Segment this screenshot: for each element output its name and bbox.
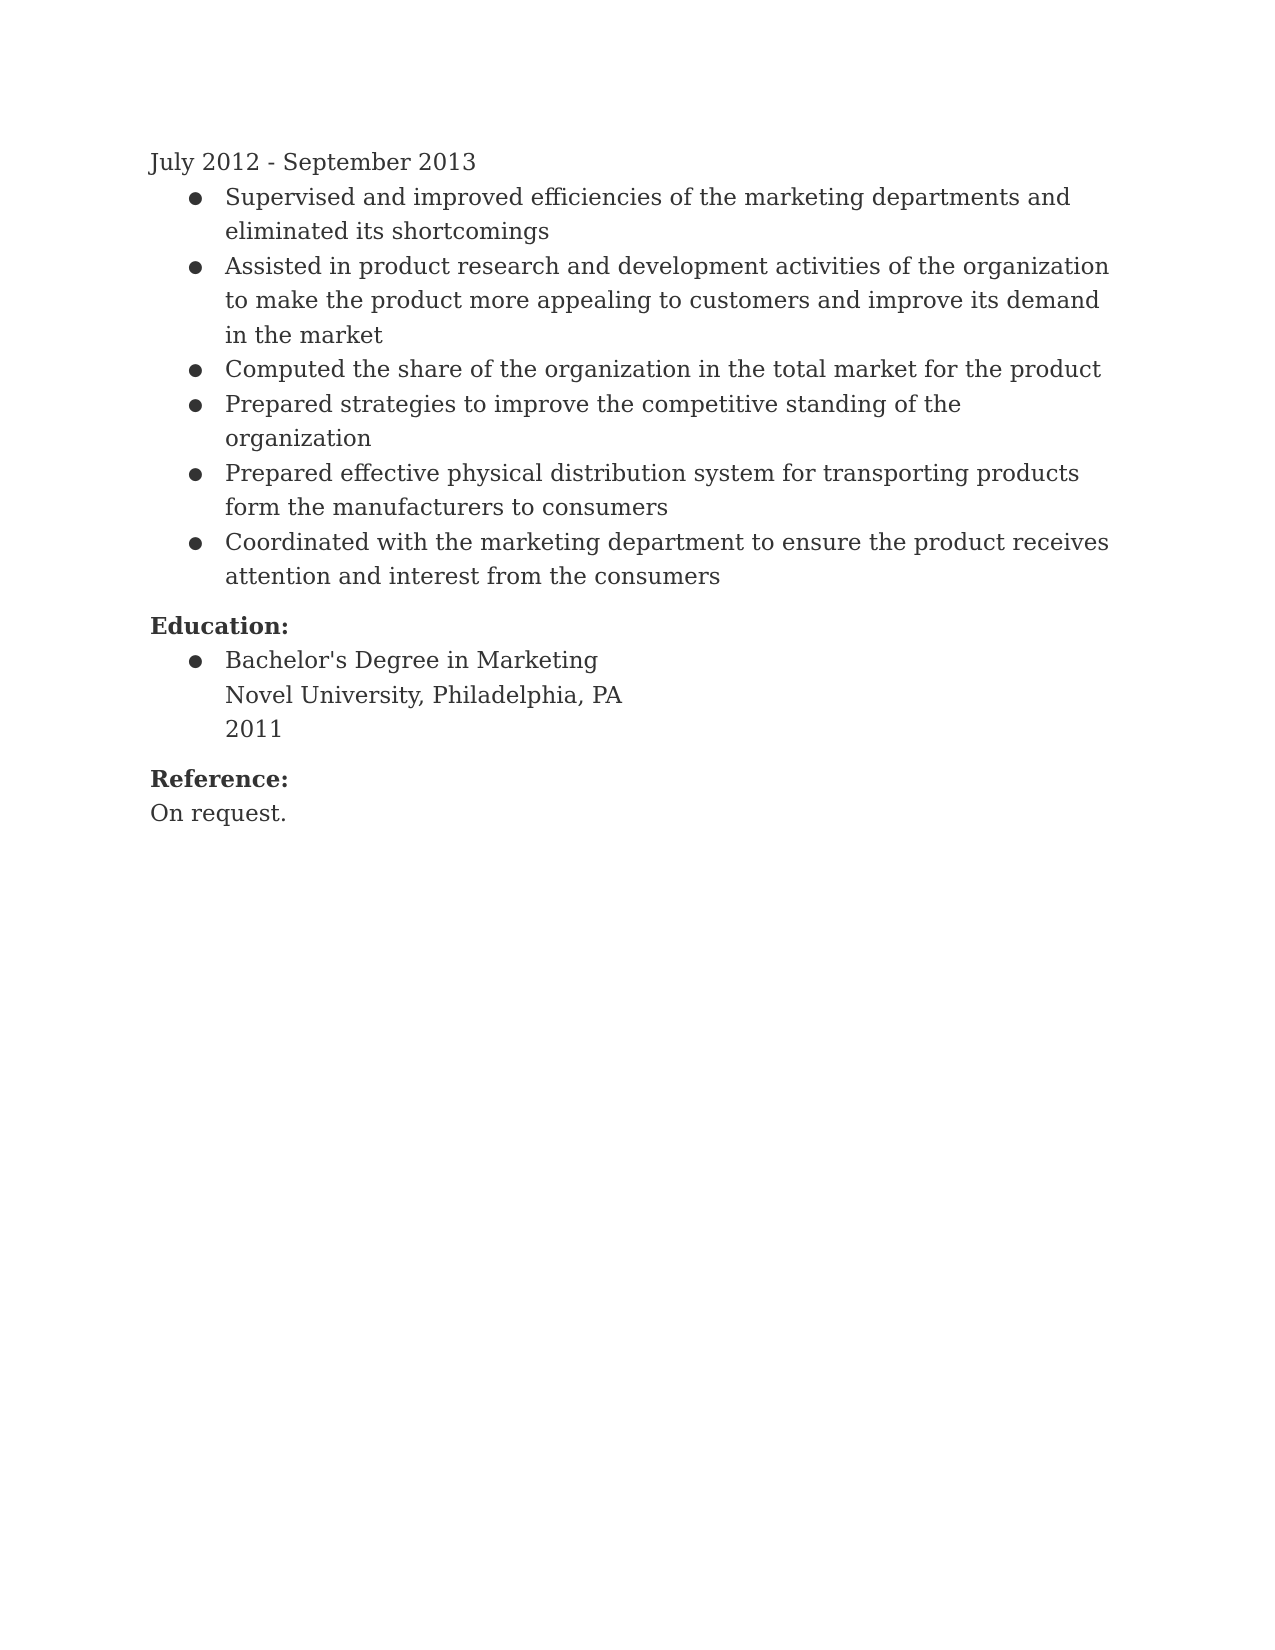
graduation-year: 2011: [225, 717, 284, 743]
job-date-range: July 2012 - September 2013: [150, 150, 477, 176]
list-item: [150, 457, 1110, 526]
school-name: Novel University, Philadelphia, PA: [225, 682, 622, 709]
bullet-icon: ●: [188, 256, 203, 277]
bullet-text: Prepared strategies to improve the competitive standing of the organization: [225, 391, 962, 452]
bullet-text: Prepared effective physical distribution system for transporting products form the manufacturers to consumers: [225, 460, 1080, 521]
education-heading: Education:: [150, 612, 290, 640]
list-item: [150, 181, 1110, 250]
bullet-text: Coordinated with the marketing department to ensure the product receives attention and interest from the consumers: [225, 529, 1110, 590]
reference-text: On request.: [150, 801, 288, 827]
experience-bullet-list: [150, 181, 1110, 595]
bullet-text: Assisted in product research and development activities of the organization to make the product more appealing to customers and improve its demand in the market: [225, 253, 1110, 349]
degree-name: Bachelor's Degree in Marketing: [225, 648, 599, 674]
reference-heading: Reference:: [150, 765, 289, 793]
list-item: [150, 353, 1110, 388]
bullet-icon: ●: [188, 394, 203, 415]
bullet-text: Supervised and improved efficiencies of the marketing departments and eliminated its shortcomings: [225, 184, 1071, 245]
education-list: [150, 644, 1110, 748]
list-item: [150, 388, 1110, 457]
bullet-icon: ●: [188, 532, 203, 553]
bullet-icon: ●: [188, 187, 203, 208]
list-item: [150, 644, 1110, 748]
list-item: [150, 250, 1110, 354]
resume-page: [150, 146, 1110, 832]
bullet-icon: ●: [188, 360, 203, 380]
bullet-icon: ●: [188, 463, 203, 484]
bullet-icon: ●: [188, 651, 203, 671]
bullet-text: Computed the share of the organization in the total market for the product: [225, 357, 1102, 383]
list-item: [150, 526, 1110, 595]
